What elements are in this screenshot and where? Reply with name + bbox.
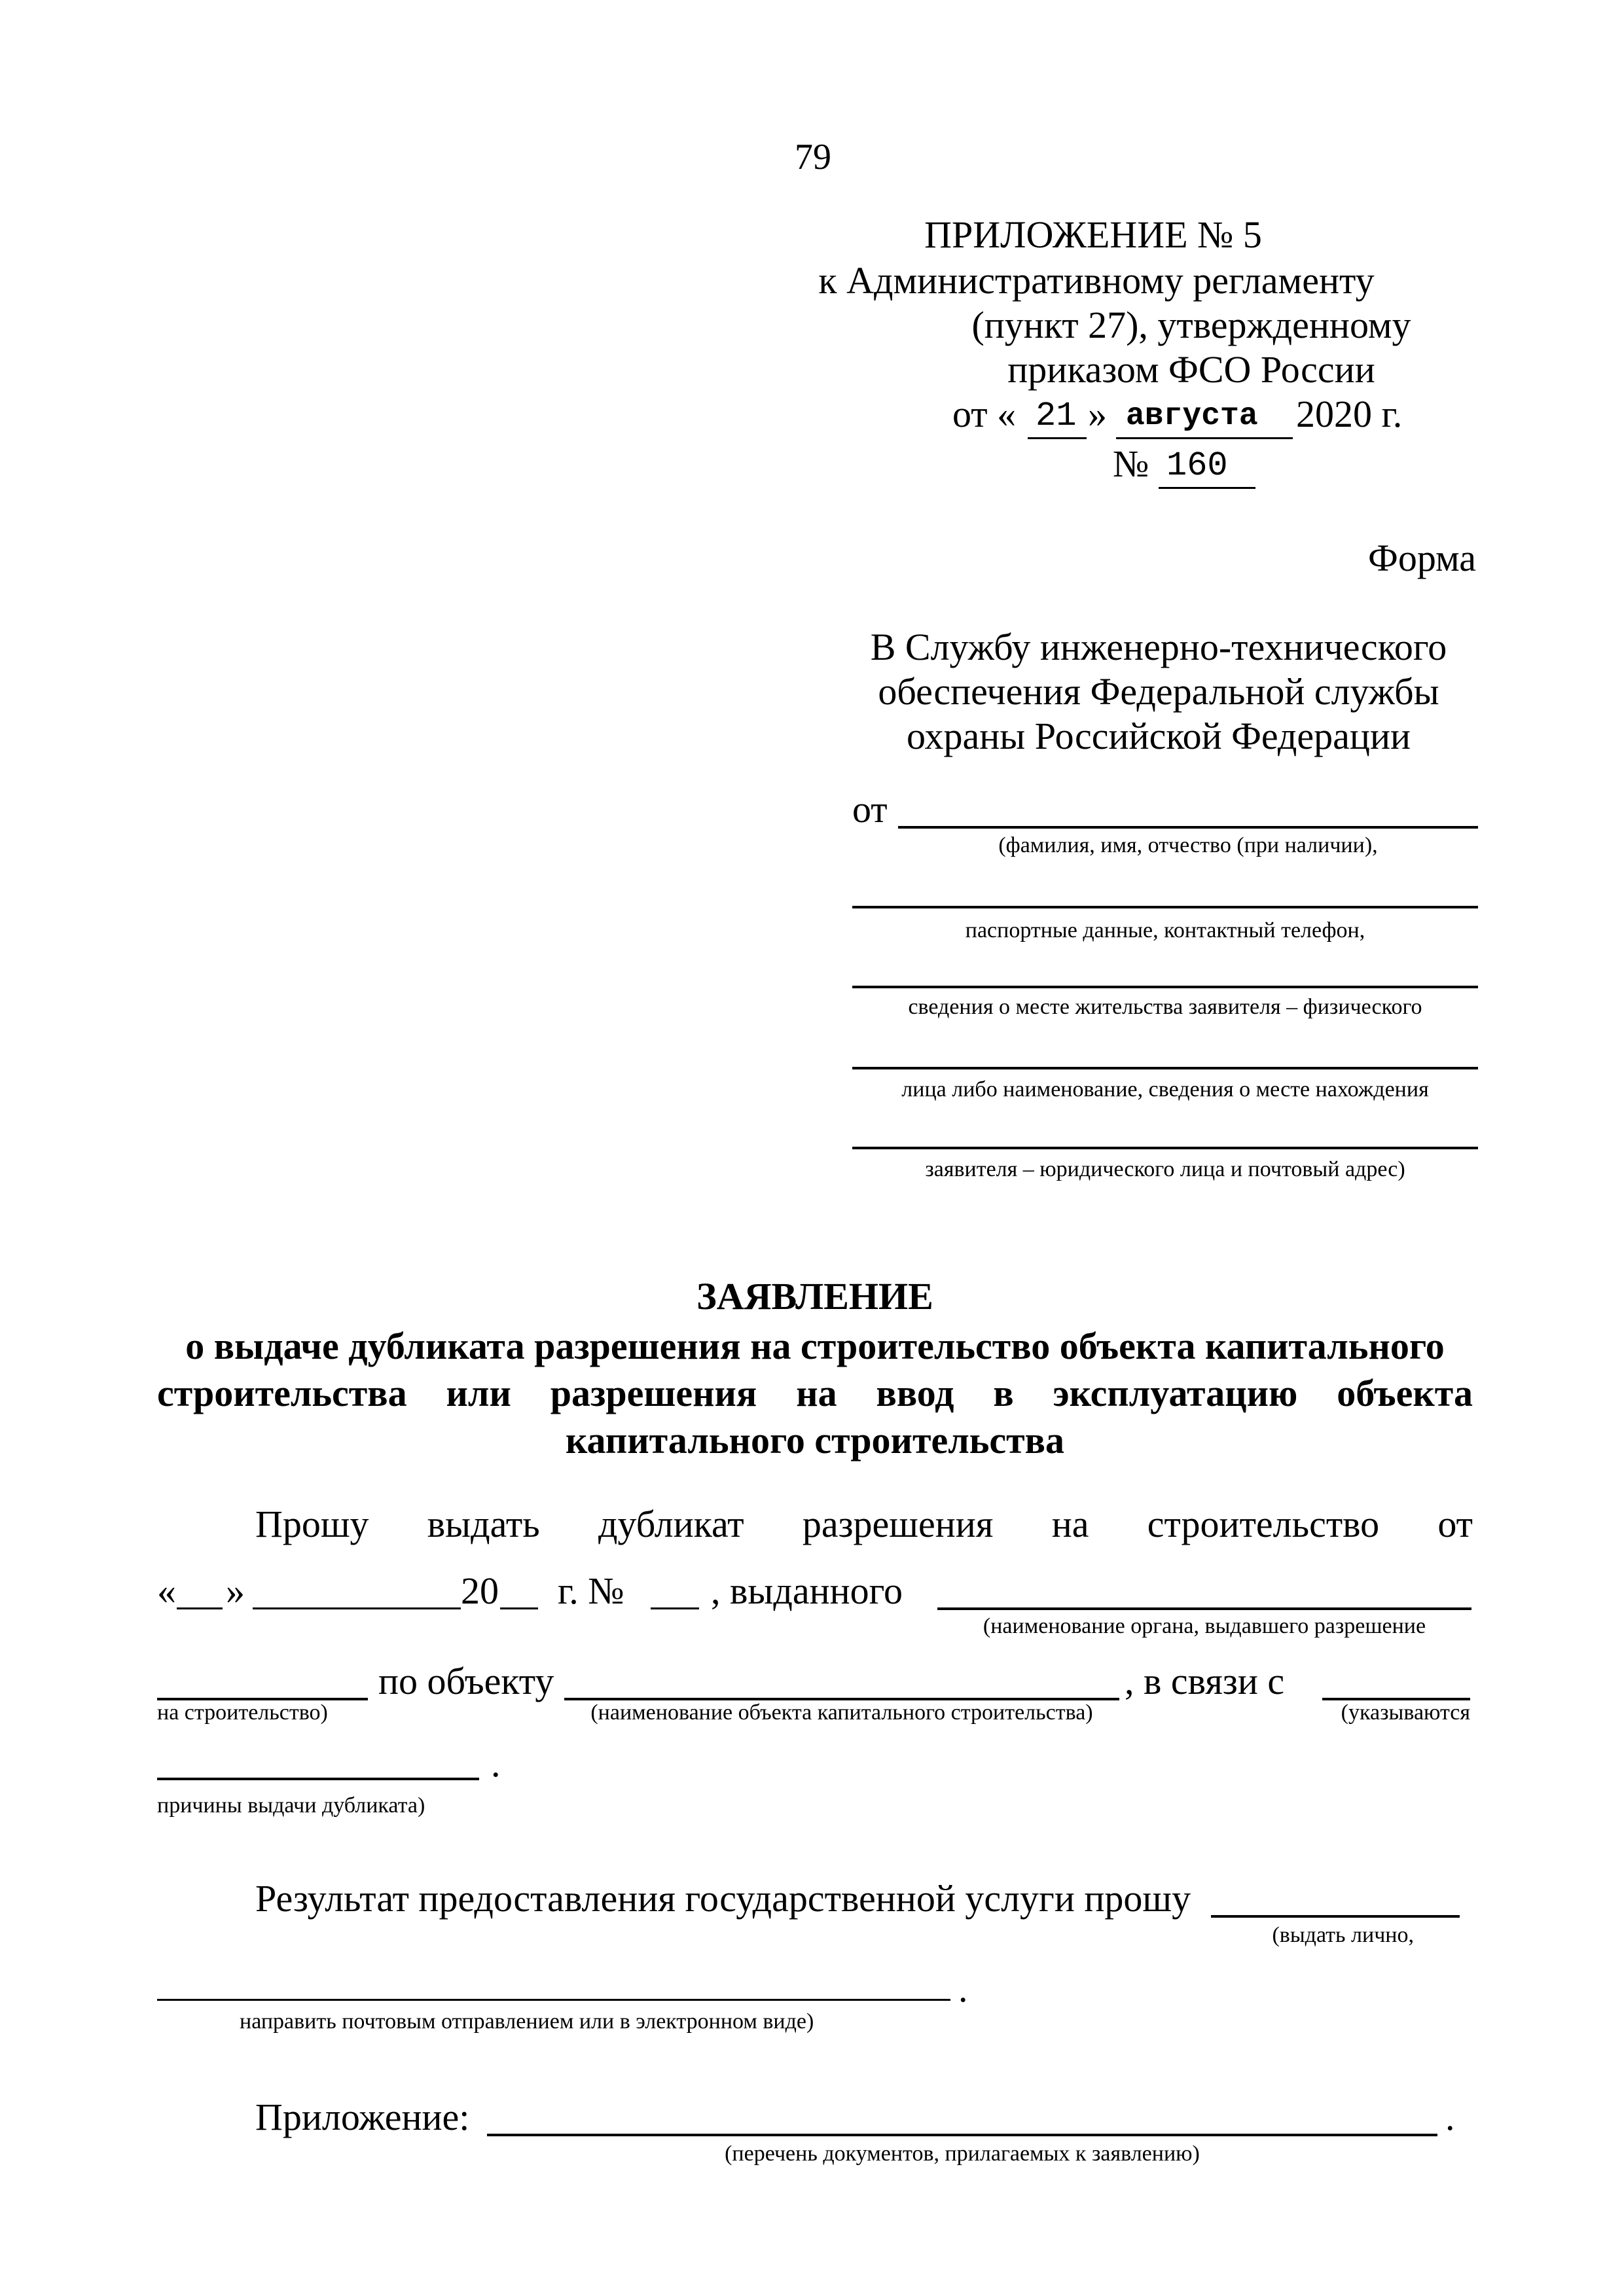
request-word: дубликат <box>598 1503 744 1545</box>
subtitle-word: объекта <box>1337 1372 1473 1414</box>
date-prefix: от « <box>952 393 1017 435</box>
statement-subtitle-line-1: о выдаче дубликата разрешения на строительство объекта капитального <box>185 1325 1445 1367</box>
date-year: 2020 г. <box>1296 393 1403 435</box>
hint-object: (наименование объекта капитального строительства) <box>590 1700 1093 1725</box>
reason-period: . <box>491 1742 501 1785</box>
number-value: 160 <box>1166 446 1228 485</box>
subtitle-word: на <box>796 1372 837 1414</box>
applicant-line-1[interactable] <box>898 826 1478 829</box>
applicant-line-4[interactable] <box>852 1067 1478 1069</box>
attachment-blank[interactable] <box>487 2134 1437 2136</box>
subtitle-word: разрешения <box>550 1372 757 1414</box>
result-hint-2: направить почтовым отправлением или в электронном виде) <box>240 2009 814 2034</box>
subtitle-word: эксплуатацию <box>1053 1372 1298 1414</box>
request-word: на <box>1051 1503 1089 1545</box>
number-underline <box>1159 487 1255 489</box>
request-word: разрешения <box>802 1503 994 1545</box>
addressee-line-3: охраны Российской Федерации <box>906 715 1411 757</box>
result-label: Результат предоставления государственной услуги прошу <box>255 1877 1191 1920</box>
attachment-hint: (перечень документов, прилагаемых к заявлению) <box>725 2142 1200 2166</box>
hint-reasons: причины выдачи дубликата) <box>157 1793 425 1818</box>
subtitle-word: строительства <box>157 1372 407 1414</box>
applicant-line-2[interactable] <box>852 906 1478 908</box>
result-period: . <box>958 1967 968 2010</box>
applicant-line-3[interactable] <box>852 986 1478 988</box>
result-blank-1[interactable] <box>1211 1915 1460 1918</box>
date-month-underline <box>1116 437 1293 439</box>
appendix-title: ПРИЛОЖЕНИЕ № 5 <box>924 213 1262 256</box>
number-prefix: № <box>1113 442 1149 485</box>
request-word: выдать <box>427 1503 540 1545</box>
applicant-line-5[interactable] <box>852 1147 1478 1149</box>
from-label: от <box>852 788 888 831</box>
quote-open: « <box>157 1570 176 1612</box>
applicant-hint-4: лица либо наименование, сведения о месте нахождения <box>901 1077 1429 1102</box>
due-to-label: , в связи с <box>1125 1660 1285 1702</box>
request-word: строительство <box>1147 1503 1380 1545</box>
reason-blank-2[interactable] <box>157 1778 479 1780</box>
year-blank[interactable] <box>500 1607 538 1609</box>
date-day: 21 <box>1036 397 1077 435</box>
result-blank-2[interactable] <box>157 1999 950 2001</box>
statement-subtitle-line-3: капитального строительства <box>566 1419 1064 1462</box>
request-word: Прошу <box>255 1503 369 1545</box>
subtitle-word: ввод <box>876 1372 954 1414</box>
date-month: августа <box>1126 399 1258 434</box>
page-number: 79 <box>795 137 831 177</box>
hint-construction: на строительство) <box>157 1700 328 1725</box>
applicant-hint-1: (фамилия, имя, отчество (при наличии), <box>998 833 1378 857</box>
issued-label: , выданного <box>711 1570 903 1612</box>
attachment-period: . <box>1445 2096 1455 2138</box>
result-hint-1: (выдать лично, <box>1272 1923 1414 1947</box>
appendix-line-2: (пункт 27), утвержденному <box>971 304 1411 346</box>
form-label: Форма <box>1368 537 1476 579</box>
appendix-line-1: к Административному регламенту <box>818 259 1375 302</box>
issuer-blank[interactable] <box>937 1607 1471 1610</box>
quote-close: » <box>226 1570 245 1612</box>
addressee-line-1: В Службу инженерно-технического <box>870 626 1447 668</box>
year-suffix-number: г. № <box>558 1570 624 1612</box>
subtitle-word: в <box>993 1372 1014 1414</box>
subtitle-word: или <box>446 1372 511 1414</box>
hint-specified: (указываются <box>1341 1700 1470 1725</box>
statement-subtitle-line-2 <box>157 1374 1473 1412</box>
year-prefix: 20 <box>461 1570 499 1612</box>
date-mid: » <box>1088 393 1107 435</box>
addressee-line-2: обеспечения Федеральной службы <box>878 670 1439 713</box>
request-word: от <box>1437 1503 1473 1545</box>
day-blank[interactable] <box>177 1607 223 1609</box>
hint-issuer: (наименование органа, выдавшего разрешение <box>983 1614 1426 1638</box>
statement-title: ЗАЯВЛЕНИЕ <box>696 1275 933 1318</box>
request-line <box>255 1505 1473 1543</box>
applicant-hint-2: паспортные данные, контактный телефон, <box>965 918 1365 942</box>
attachment-label: Приложение: <box>255 2096 470 2138</box>
month-blank[interactable] <box>253 1607 461 1609</box>
permit-number-blank[interactable] <box>651 1607 699 1609</box>
applicant-hint-3: сведения о месте жительства заявителя – физического <box>908 995 1422 1019</box>
applicant-hint-5: заявителя – юридического лица и почтовый адрес) <box>925 1157 1405 1181</box>
appendix-line-3: приказом ФСО России <box>1007 348 1375 391</box>
date-day-underline <box>1028 437 1087 439</box>
object-label: по объекту <box>378 1660 554 1702</box>
